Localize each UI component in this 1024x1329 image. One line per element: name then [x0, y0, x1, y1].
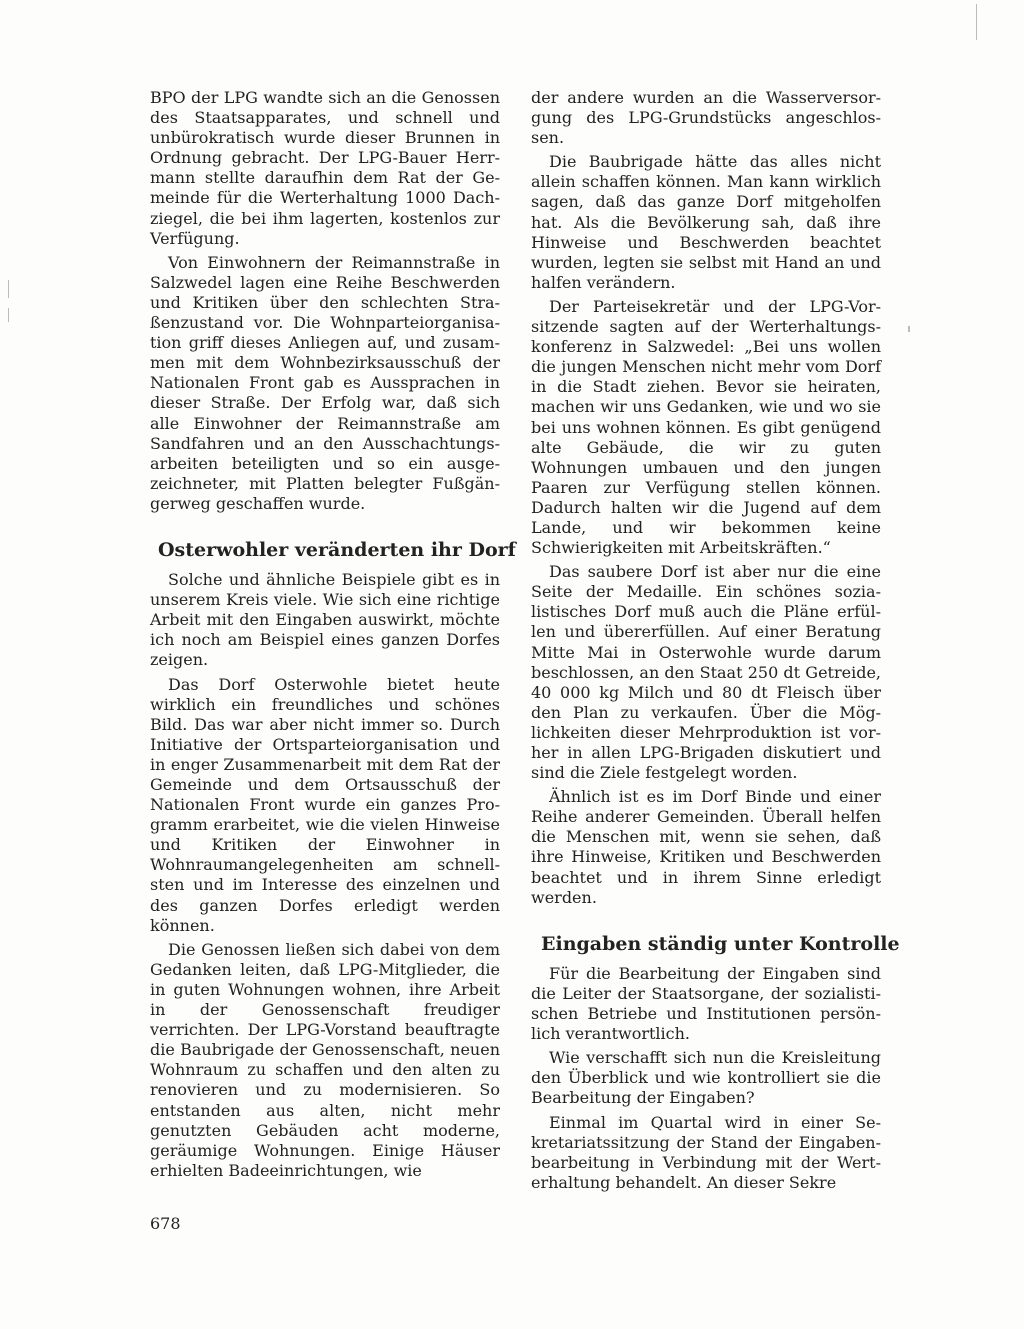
paragraph: Für die Bearbeitung der Eingaben sind die Leiter der Staatsorgane, der sozialistischen Betriebe und Institutionen persönlich verantwortlich.: [531, 963, 881, 1044]
paragraph: Einmal im Quartal wird in einer Sekretariatssitzung der Stand der Eingabenbearbeitung in Verbindung mit der Werterhaltung behandelt. An dieser Sekre: [531, 1112, 881, 1192]
left-column: [150, 88, 516, 1181]
paragraph: Das saubere Dorf ist aber nur die eine Seite der Medaille. Ein schönes sozialistisches Dorf muß auch die Pläne erfüllen und übererfüllen. Auf einer Beratung Mitte Mai in Osterwohle wurde darum beschlossen, an den Staat 250 dt Getreide, 40 000 kg Milch und 80 dt Fleisch über den Plan zu verkaufen. Über die Möglichkeiten dieser Mehrproduktion ist vorher in allen LPG-Brigaden diskutiert und sind die Ziele festgelegt worden.: [531, 562, 881, 783]
paragraph: Wie verschafft sich nun die Kreisleitung den Überblick und wie kontrolliert sie die Bearbeitung der Eingaben?: [531, 1048, 881, 1108]
scan-mark: [8, 280, 9, 298]
section-heading: Eingaben ständig unter Kontrolle: [541, 932, 900, 955]
right-column: [531, 88, 900, 1193]
paragraph: Die Baubrigade hätte das alles nicht allein schaffen können. Man kann wirklich sagen, daß das ganze Dorf mitgeholfen hat. Als die Bevölkerung sah, daß ihre Hinweise und Beschwerden beachtet wurden, legten sie selbst mit Hand an und halfen verändern.: [531, 152, 881, 292]
section-heading: Osterwohler veränderten ihr Dorf: [158, 538, 516, 561]
paragraph: Solche und ähnliche Beispiele gibt es in unserem Kreis viele. Wie sich eine richtige Arbeit mit den Eingaben auswirkt, möchte ich noch am Beispiel eines ganzen Dorfes zeigen.: [150, 570, 500, 670]
paragraph: BPO der LPG wandte sich an die Genossen des Staatsapparates, und schnell und unbürokratisch wurde dieser Brunnen in Ordnung gebracht. Der LPG-Bauer Herrmann stellte daraufhin dem Rat der Gemeinde für die Werterhaltung 1000 Dachziegel, die bei ihm lagerten, kostenlos zur Verfügung.: [150, 88, 500, 248]
scan-mark: [976, 4, 977, 40]
paragraph: der andere wurden an die Wasserversorgung des LPG-Grundstücks angeschlossen.: [531, 88, 881, 148]
paragraph: Der Parteisekretär und der LPG-Vorsitzende sagten auf der Werterhaltungskonferenz in Salzwedel: „Bei uns wollen die jungen Menschen nicht mehr vom Dorf in die Stadt ziehen. Bevor sie heiraten, machen wir uns Gedanken, wie und wo sie bei uns wohnen können. Es gibt genügend alte Gebäude, die wir zu guten Wohnungen umbauen und den jungen Paaren zur Verfügung stellen können. Dadurch halten wir die Jugend auf dem Lande, und wir bekommen keine Schwierigkeiten mit Arbeitskräften.“: [531, 296, 881, 558]
paragraph: Ähnlich ist es im Dorf Binde und einer Reihe anderer Gemeinden. Überall helfen die Menschen mit, wenn sie sehen, daß ihre Hinweise, Kritiken und Beschwerden beachtet und in ihrem Sinne erledigt werden.: [531, 787, 881, 907]
paragraph: Von Einwohnern der Reimannstraße in Salzwedel lagen eine Reihe Beschwerden und Kritiken über den schlechten Straßenzustand vor. Die Wohnparteiorganisation griff dieses Anliegen auf, und zusammen mit dem Wohnbezirksausschuß der Nationalen Front gab es Aussprachen in dieser Straße. Der Erfolg war, daß sich alle Einwohner der Reimannstraße am Sandfahren und an den Ausschachtungsarbeiten beteiligten und so ein ausgezeichneter, mit Platten belegter Fußgängerweg geschaffen wurde.: [150, 252, 500, 513]
paragraph: Die Genossen ließen sich dabei von dem Gedanken leiten, daß LPG-Mitglieder, die in guten Wohnungen wohnen, ihre Arbeit in der Genossenschaft freudiger verrichten. Der LPG-Vorstand beauftragte die Baubrigade der Genossenschaft, neuen Wohnraum zu schaffen und den alten zu renovieren und zu modernisieren. So entstanden aus alten, nicht mehr genutzten Gebäuden acht moderne, geräumige Wohnungen. Einige Häuser erhielten Badeeinrichtungen, wie: [150, 939, 500, 1180]
page-number: 678: [150, 1214, 181, 1233]
scan-mark: [8, 308, 9, 322]
paragraph: Das Dorf Osterwohle bietet heute wirklich ein freundliches und schönes Bild. Das war aber nicht immer so. Durch Initiative der Ortsparteiorganisation und in enger Zusammenarbeit mit dem Rat der Gemeinde und dem Ortsausschuß der Nationalen Front wurde ein ganzes Programm erarbeitet, wie die vielen Hinweise und Kritiken der Einwohner in Wohnraumangelegenheiten am schnellsten und im Interesse des einzelnen und des ganzen Dorfes erledigt werden können.: [150, 674, 500, 935]
scan-mark: [908, 326, 910, 332]
